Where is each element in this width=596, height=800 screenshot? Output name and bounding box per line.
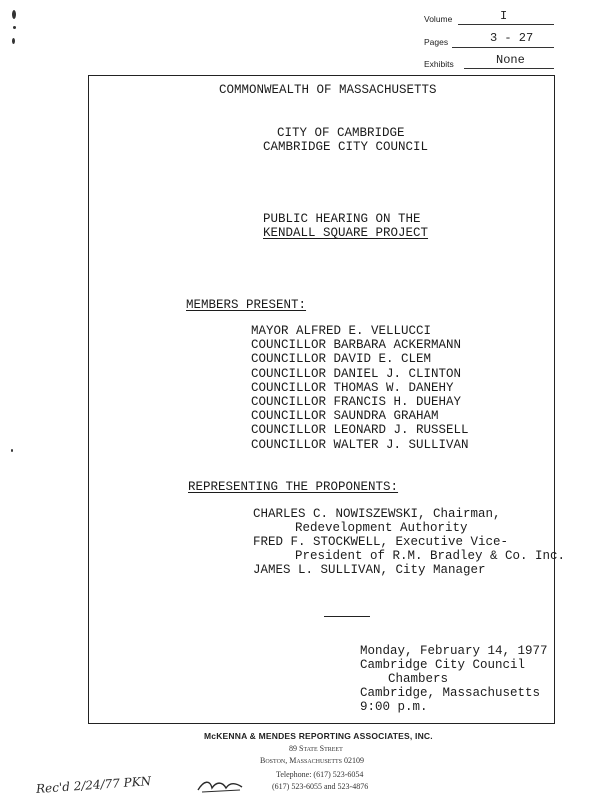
member-name: COUNCILLOR DANIEL J. CLINTON [251, 366, 462, 381]
session-place-line2: Chambers [388, 672, 449, 686]
pages-value: 3 - 27 [490, 31, 534, 45]
council-heading: CAMBRIDGE CITY COUNCIL [263, 140, 429, 154]
member-name: COUNCILLOR WALTER J. SULLIVAN [251, 437, 469, 452]
session-place-line1: Cambridge City Council [360, 658, 526, 672]
proponent-line: CHARLES C. NOWISZEWSKI, Chairman, [253, 507, 501, 521]
reporter-city: Boston, Massachusetts 02109 [260, 756, 365, 765]
scan-speck [12, 10, 16, 19]
pages-label: Pages [424, 37, 449, 47]
session-date: Monday, February 14, 1977 [360, 644, 548, 658]
hearing-title-line1: PUBLIC HEARING ON THE [263, 212, 421, 226]
proponents-heading: REPRESENTING THE PROPONENTS: [188, 480, 399, 494]
city-heading: CITY OF CAMBRIDGE [277, 126, 405, 140]
session-city: Cambridge, Massachusetts [360, 686, 541, 700]
scan-speck [12, 38, 15, 44]
reporter-firm: McKENNA & MENDES REPORTING ASSOCIATES, INC. [204, 731, 433, 741]
handwritten-initials-scribble [196, 778, 244, 794]
proponent-line: Redevelopment Authority [295, 521, 468, 535]
scan-speck [11, 449, 13, 452]
reporter-street: 89 State Street [289, 744, 343, 753]
volume-label: Volume [424, 14, 453, 24]
exhibits-label: Exhibits [424, 59, 454, 69]
commonwealth-heading: COMMONWEALTH OF MASSACHUSETTS [219, 83, 437, 97]
proponent-line: JAMES L. SULLIVAN, City Manager [253, 563, 486, 577]
handwritten-receipt-note: Rec'd 2/24/77 PKN [35, 773, 152, 797]
member-name: COUNCILLOR DAVID E. CLEM [251, 352, 432, 367]
section-divider [324, 616, 370, 617]
hearing-title-line2: KENDALL SQUARE PROJECT [263, 226, 429, 240]
member-name: COUNCILLOR FRANCIS H. DUEHAY [251, 395, 462, 410]
reporter-phone2: (617) 523-6055 and 523-4876 [272, 782, 369, 791]
member-name: COUNCILLOR BARBARA ACKERMANN [251, 338, 462, 353]
member-name: MAYOR ALFRED E. VELLUCCI [251, 324, 432, 338]
session-time: 9:00 p.m. [360, 700, 428, 714]
member-name: COUNCILLOR THOMAS W. DANEHY [251, 380, 454, 395]
proponent-line: FRED F. STOCKWELL, Executive Vice- [253, 535, 509, 549]
exhibits-value: None [496, 53, 525, 67]
member-name: COUNCILLOR LEONARD J. RUSSELL [251, 423, 469, 438]
member-name: COUNCILLOR SAUNDRA GRAHAM [251, 409, 439, 424]
volume-value: I [500, 9, 508, 23]
scan-speck [13, 26, 16, 29]
proponent-line: President of R.M. Bradley & Co. Inc. [295, 549, 566, 563]
members-heading: MEMBERS PRESENT: [186, 298, 307, 312]
reporter-phone1: Telephone: (617) 523-6054 [276, 770, 364, 779]
members-list [251, 324, 469, 452]
